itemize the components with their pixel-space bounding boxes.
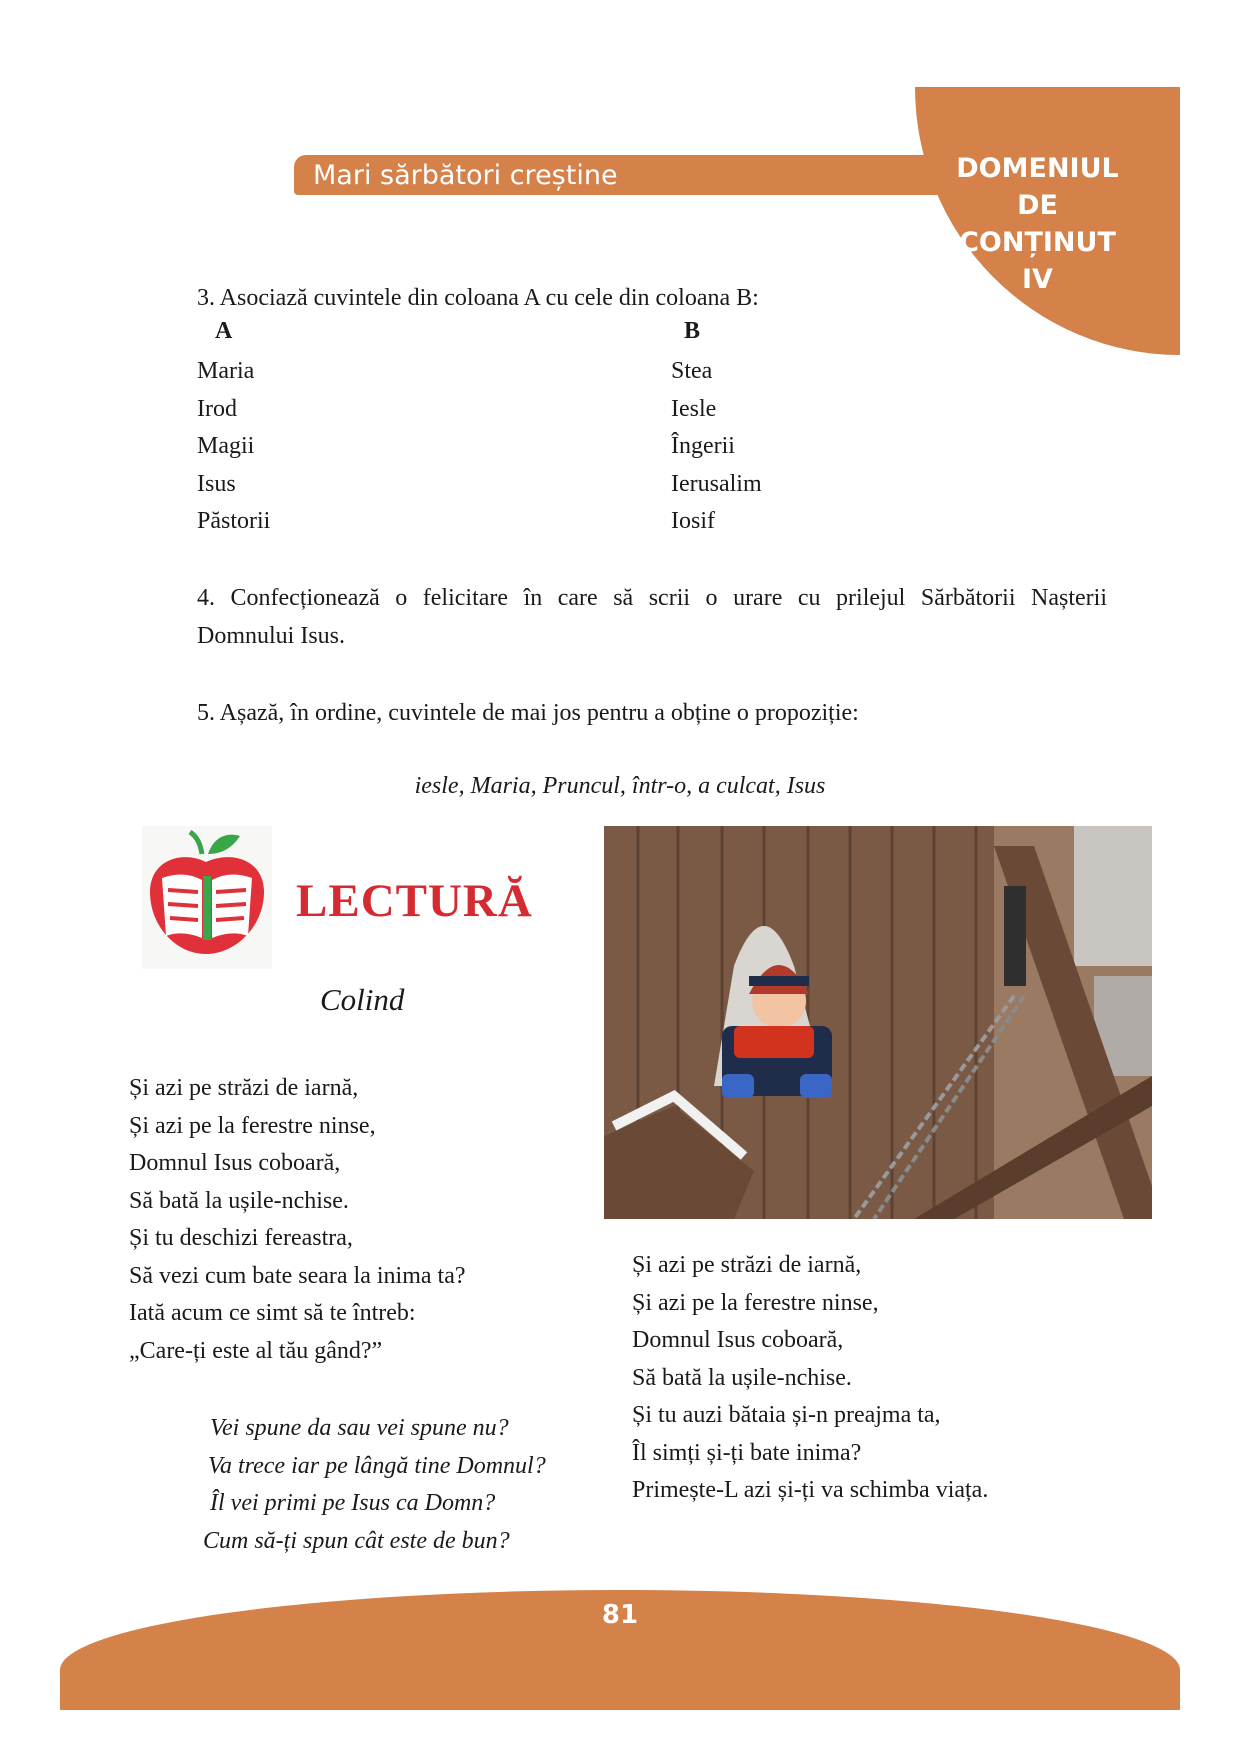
child-at-wooden-window-photo bbox=[604, 826, 1152, 1219]
column-b-item: Iesle bbox=[671, 395, 717, 422]
column-b-list bbox=[671, 353, 762, 541]
domain-line-4: IV bbox=[1022, 264, 1053, 295]
chapter-title: Mari sărbători creștine bbox=[313, 160, 618, 191]
column-b-item: Îngerii bbox=[671, 433, 735, 459]
column-a-list bbox=[197, 353, 270, 541]
lectura-heading: LECTURĂ bbox=[296, 875, 533, 927]
column-b-header: B bbox=[684, 318, 701, 344]
poem-stanza-2 bbox=[632, 1247, 988, 1510]
exercise-4-line-2: Domnului Isus. bbox=[197, 623, 346, 649]
poem-line: Și azi pe la ferestre ninse, bbox=[129, 1112, 376, 1139]
domain-line-3: CONȚINUT bbox=[959, 227, 1116, 258]
domain-line-1: DOMENIUL bbox=[956, 153, 1119, 184]
column-a-item: Maria bbox=[197, 358, 255, 384]
exercise-4-line-1: 4. Confecționează o felicitare în care să scrii o urare cu prilejul Sărbătorii Nașterii bbox=[197, 585, 1107, 611]
refrain-line: Vei spune da sau vei spune nu? bbox=[210, 1415, 509, 1441]
exercise-5-prompt: 5. Așază, în ordine, cuvintele de mai jos pentru a obține o propoziție: bbox=[197, 700, 859, 726]
column-a-item: Irod bbox=[197, 395, 237, 422]
column-a-item: Isus bbox=[197, 470, 236, 497]
column-b-item: Ierusalim bbox=[671, 470, 762, 497]
column-a-item: Magii bbox=[197, 433, 255, 459]
poem-title: Colind bbox=[320, 982, 405, 1017]
poem-line: Să vezi cum bate seara la inima ta? bbox=[129, 1262, 466, 1289]
poem-line: Și tu deschizi fereastra, bbox=[129, 1225, 353, 1251]
refrain-line: Cum să-ți spun cât este de bun? bbox=[203, 1527, 510, 1554]
book-apple-icon bbox=[142, 826, 272, 969]
refrain-line: Îl vei primi pe Isus ca Domn? bbox=[210, 1490, 496, 1516]
poem-line: Primește-L azi și-ți va schimba viața. bbox=[632, 1477, 989, 1503]
poem-line: Domnul Isus coboară, bbox=[632, 1327, 844, 1353]
exercise-5-words: iesle, Maria, Pruncul, într-o, a culcat, Isus bbox=[414, 773, 826, 799]
poem-line: Și tu auzi bătaia și-n preajma ta, bbox=[632, 1402, 941, 1428]
poem-line: „Care-ți este al tău gând?” bbox=[129, 1337, 383, 1364]
poem-line: Domnul Isus coboară, bbox=[129, 1150, 341, 1176]
poem-refrain bbox=[203, 1410, 546, 1560]
poem-line: Să bată la ușile-nchise. bbox=[129, 1187, 349, 1214]
poem-line: Iată acum ce simt să te întreb: bbox=[129, 1300, 416, 1326]
domain-label bbox=[945, 150, 1130, 298]
domain-line-2: DE bbox=[1017, 190, 1058, 221]
refrain-line: Va trece iar pe lângă tine Domnul? bbox=[208, 1452, 546, 1479]
poem-line: Să bată la ușile-nchise. bbox=[632, 1364, 852, 1391]
page-number: 81 bbox=[601, 1600, 639, 1630]
column-a-header: A bbox=[215, 318, 233, 344]
column-b-item: Stea bbox=[671, 358, 713, 384]
poem-line: Și azi pe străzi de iarnă, bbox=[632, 1252, 862, 1278]
poem-stanza-1 bbox=[129, 1070, 466, 1370]
poem-line: Și azi pe la ferestre ninse, bbox=[632, 1289, 879, 1316]
exercise-3-prompt: 3. Asociază cuvintele din coloana A cu cele din coloana B: bbox=[197, 285, 759, 311]
poem-line: Îl simți și-ți bate inima? bbox=[632, 1439, 862, 1466]
poem-line: Și azi pe străzi de iarnă, bbox=[129, 1075, 359, 1101]
column-a-item: Păstorii bbox=[197, 508, 271, 534]
column-b-item: Iosif bbox=[671, 508, 715, 534]
